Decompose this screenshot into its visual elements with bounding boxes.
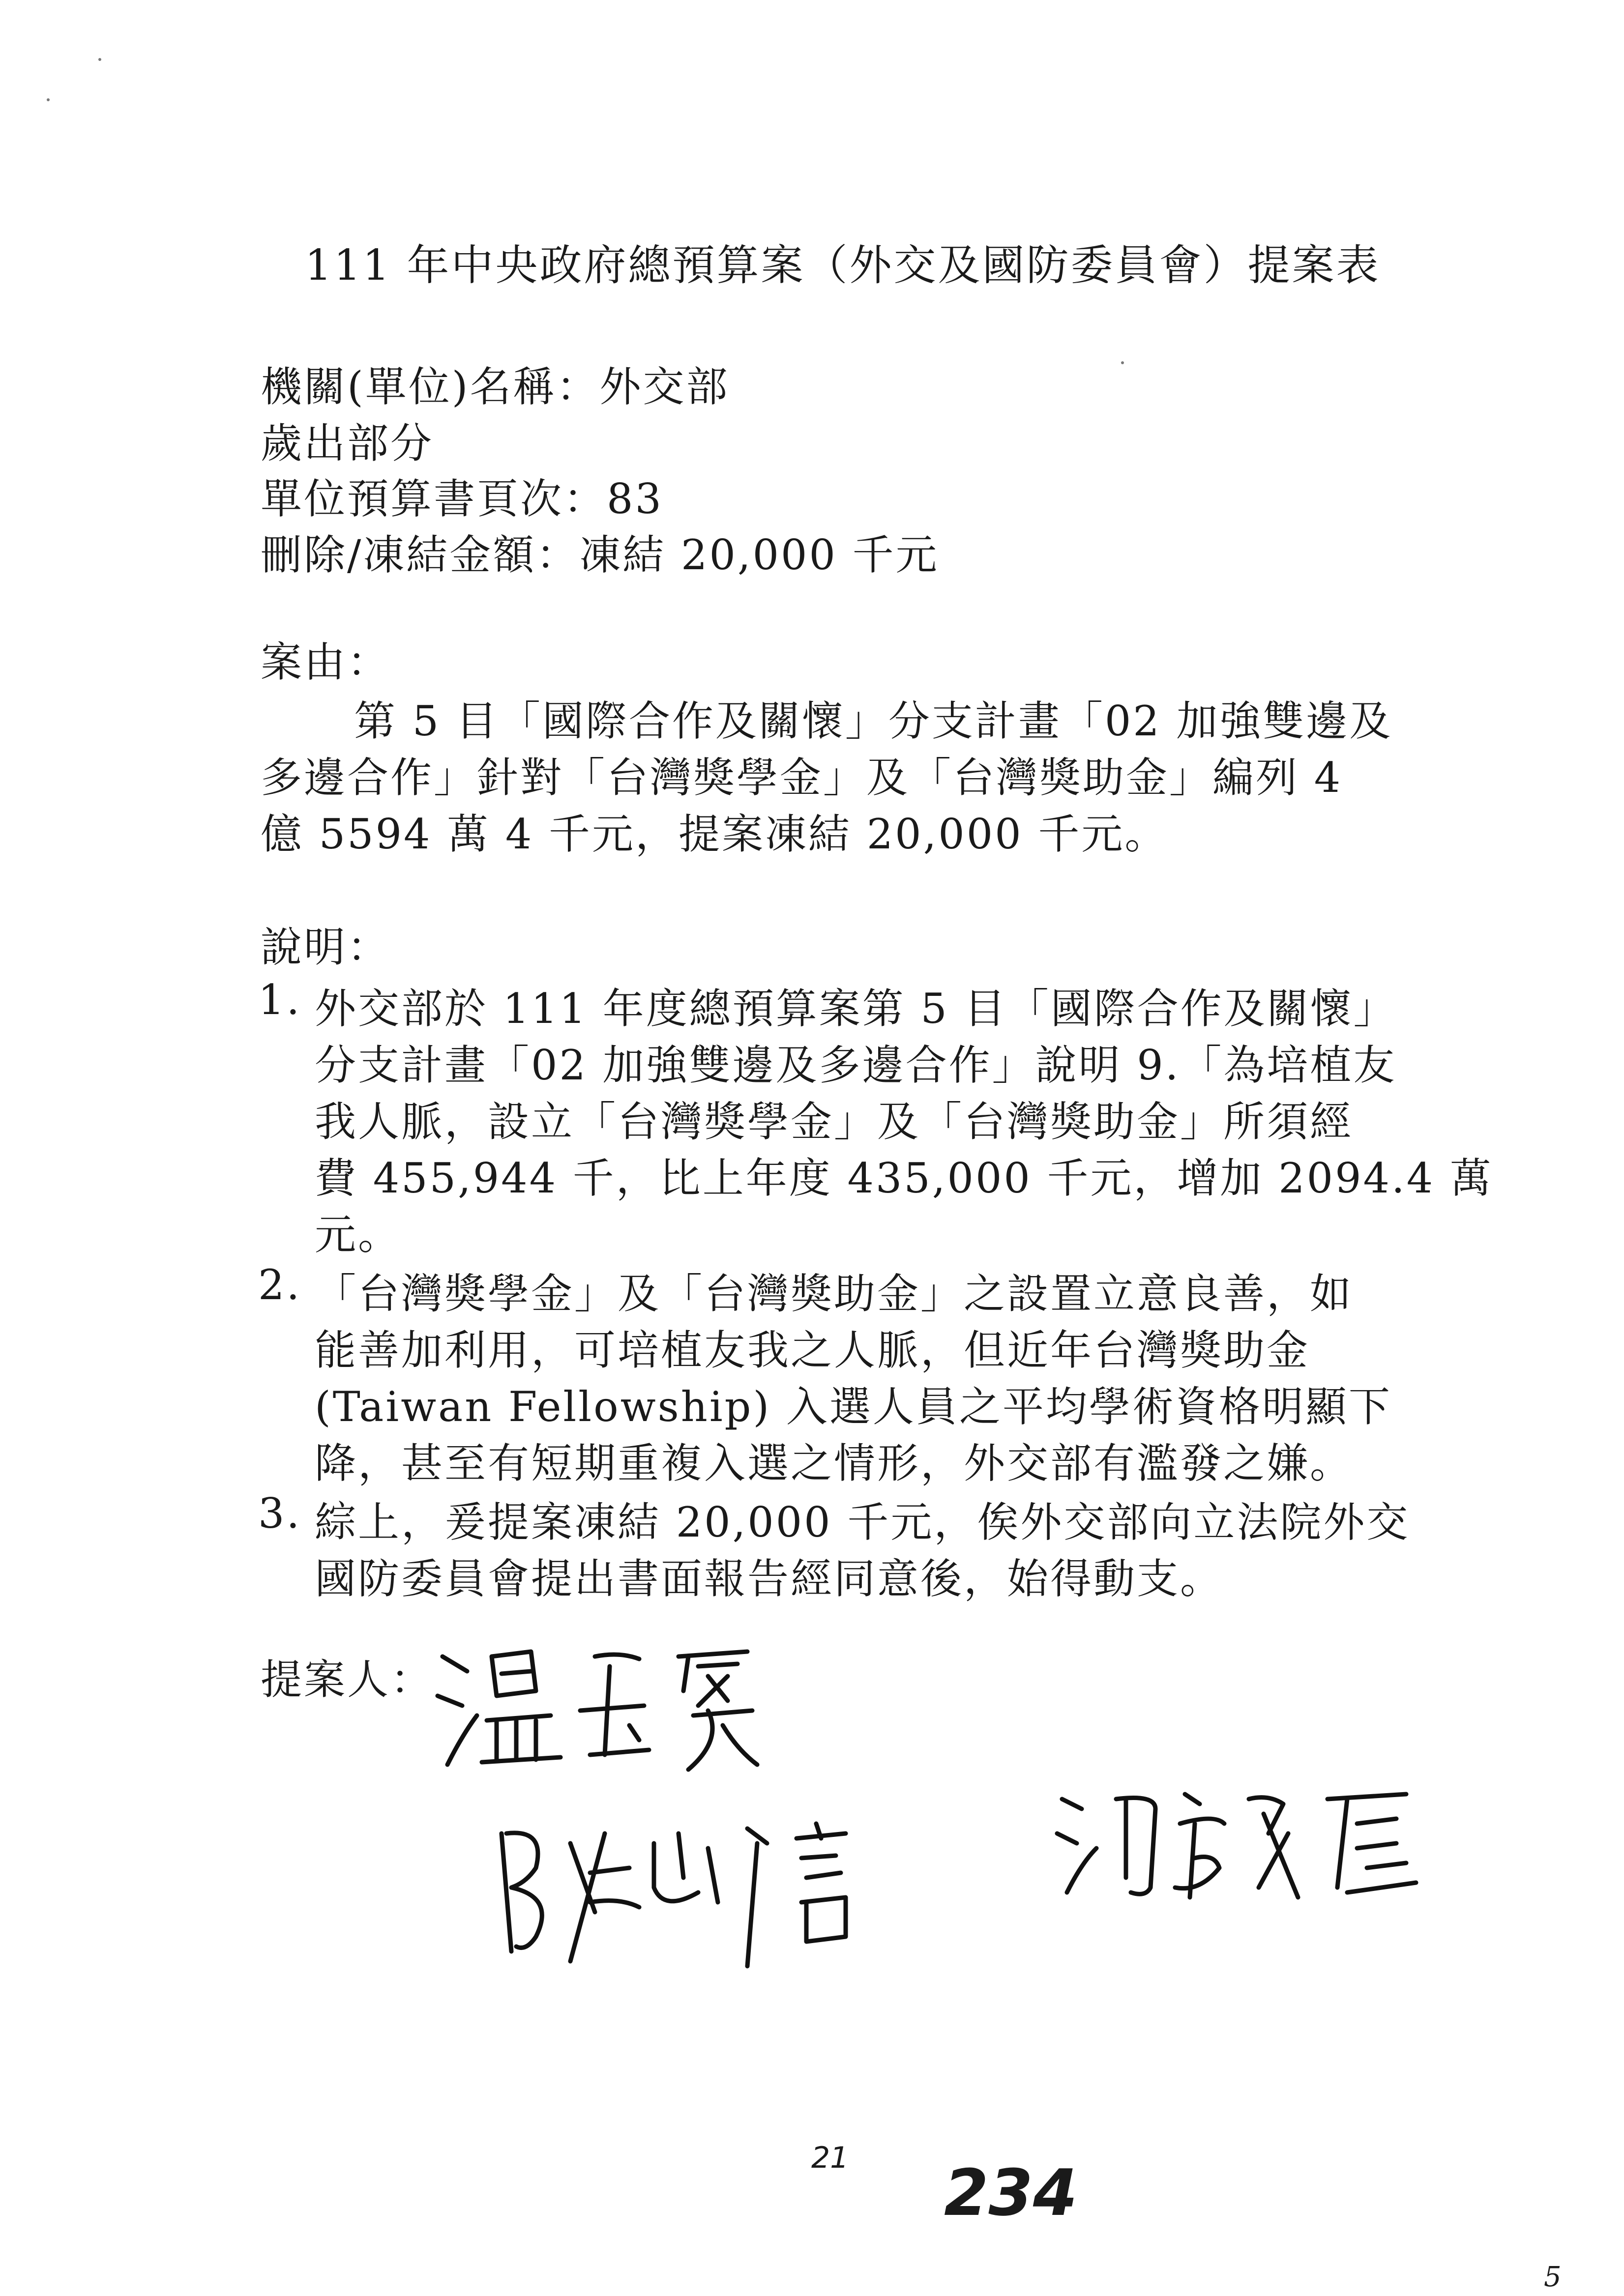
item-line: 外交部於 111 年度總預算案第 5 目「國際合作及關懷」 xyxy=(315,985,1397,1033)
item-line: 降，甚至有短期重複入選之情形，外交部有濫發之嫌。 xyxy=(315,1439,1354,1487)
item-number: 1. xyxy=(258,976,302,1024)
item-number: 2. xyxy=(258,1261,302,1309)
proposer-label: 提案人： xyxy=(261,1656,434,1704)
reason-line: 多邊合作」針對「台灣獎學金」及「台灣獎助金」編列 4 xyxy=(261,754,1343,802)
item-line: (Taiwan Fellowship) 入選人員之平均學術資格明顯下 xyxy=(315,1383,1392,1431)
item-line: 我人脈，設立「台灣獎學金」及「台灣獎助金」所須經 xyxy=(315,1098,1354,1146)
signature-3 xyxy=(1052,1779,1426,1907)
reason-heading: 案由： xyxy=(261,638,391,686)
signature-1 xyxy=(433,1637,787,1784)
signature-2 xyxy=(492,1814,924,1971)
agency-name: 機關(單位)名稱：外交部 xyxy=(261,363,730,411)
item-line: 分支計畫「02 加強雙邊及多邊合作」說明 9.「為培植友 xyxy=(315,1041,1397,1089)
reason-line: 億 5594 萬 4 千元，提案凍結 20,000 千元。 xyxy=(261,810,1168,858)
scan-speck xyxy=(1121,361,1124,364)
item-number: 3. xyxy=(258,1489,302,1538)
item-line: 元。 xyxy=(315,1211,402,1259)
reason-line: 第 5 目「國際合作及關懷」分支計畫「02 加強雙邊及 xyxy=(354,697,1393,745)
item-line: 綜上，爰提案凍結 20,000 千元，俟外交部向立法院外交 xyxy=(315,1498,1410,1546)
page-mark-center: 21 xyxy=(811,2141,849,2175)
page-mark-handwritten: 234 xyxy=(944,2155,1078,2230)
document-title: 111 年中央政府總預算案（外交及國防委員會）提案表 xyxy=(305,241,1381,290)
freeze-amount: 刪除/凍結金額：凍結 20,000 千元 xyxy=(261,531,939,579)
item-line: 能善加利用，可培植友我之人脈，但近年台灣獎助金 xyxy=(315,1326,1310,1374)
item-line: 「台灣獎學金」及「台灣獎助金」之設置立意良善，如 xyxy=(315,1270,1354,1318)
scan-speck xyxy=(47,98,50,101)
item-line: 國防委員會提出書面報告經同意後，始得動支。 xyxy=(315,1555,1224,1603)
section-label: 歲出部分 xyxy=(261,419,434,467)
item-line: 費 455,944 千，比上年度 435,000 千元，增加 2094.4 萬 xyxy=(315,1154,1493,1202)
explanation-heading: 說明： xyxy=(261,923,391,971)
page-reference: 單位預算書頁次：83 xyxy=(261,475,663,523)
page-mark-corner: 5 xyxy=(1544,2261,1562,2293)
scan-speck xyxy=(98,58,101,61)
